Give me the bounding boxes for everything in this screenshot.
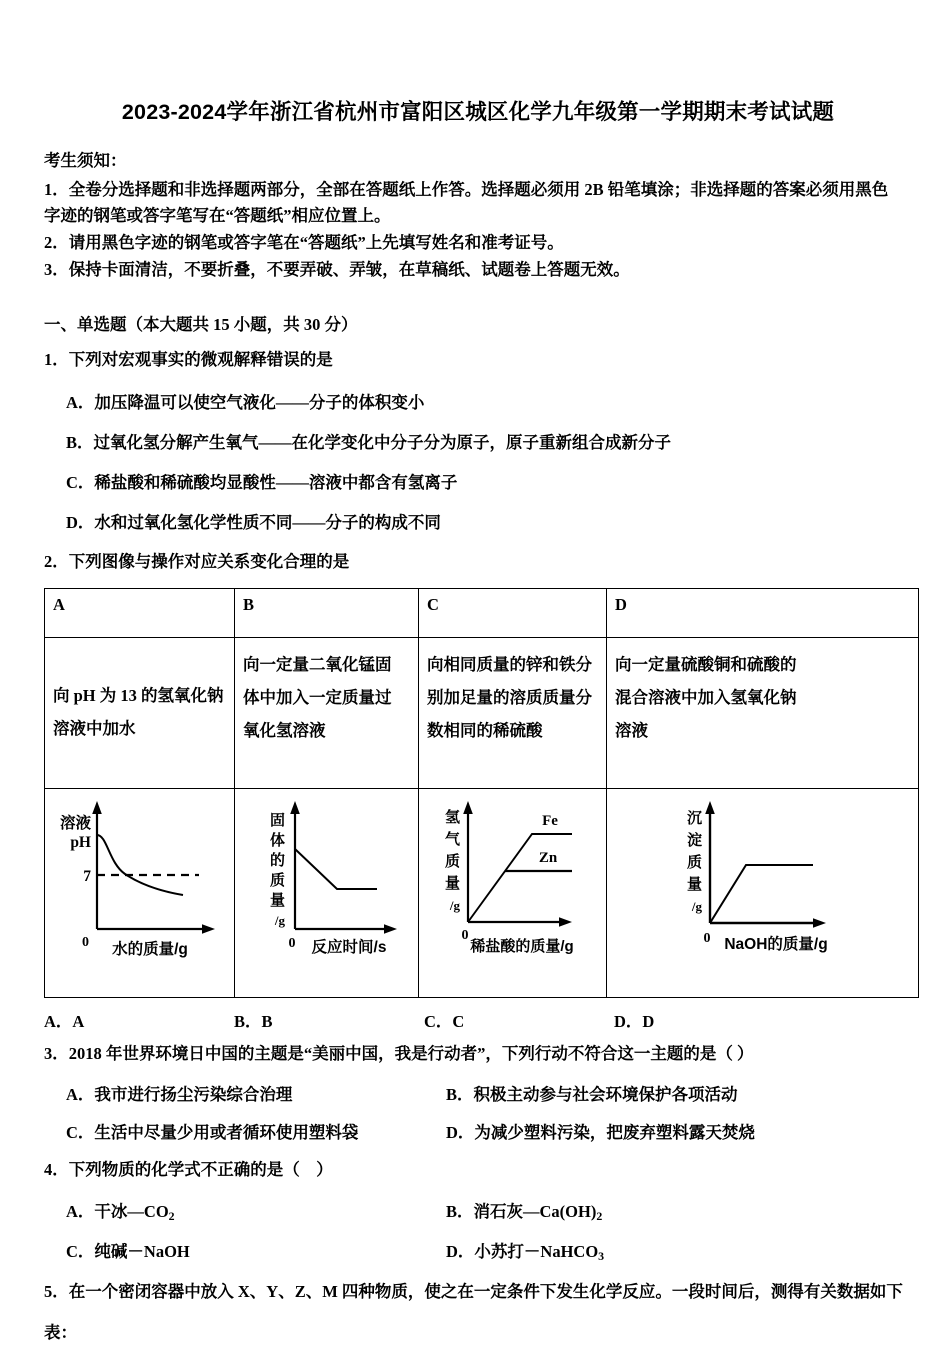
- chart-c-ylabel-ch1: 氢: [444, 808, 460, 826]
- question-3: [44, 1041, 912, 1067]
- question-5-stem: [44, 1279, 912, 1305]
- option-text: 稀盐酸和稀硫酸均显酸性——溶液中都含有氢离子: [94, 473, 458, 493]
- chart-a-xlabel: 水的质量/g: [112, 940, 188, 958]
- question-1: [44, 347, 912, 373]
- question-4-stem: [44, 1157, 912, 1183]
- chart-a-tick-7: 7: [83, 867, 91, 885]
- table-row-graphs: [45, 788, 919, 997]
- choice-label: C．: [424, 1011, 453, 1031]
- chart-b-ylabel-ch2: 体: [269, 831, 285, 849]
- table-header-d: D: [607, 588, 919, 637]
- chart-c-ylabel-ch3: 质: [444, 852, 460, 870]
- option-label: B．: [446, 1085, 474, 1105]
- option-text: 加压降温可以使空气液化——分子的体积变小: [94, 393, 425, 413]
- question-4-option-d[interactable]: [446, 1238, 912, 1264]
- graph-comparison-table: [44, 588, 919, 998]
- option-text: 生活中尽量少用或者循环使用塑料袋: [94, 1123, 359, 1143]
- question-3-text: 2018 年世界环境日中国的主题是“美丽中国，我是行动者”，下列行动不符合这一主题的是（ ）: [68, 1043, 754, 1063]
- notice-item-2: 2．请用黑色字迹的钢笔或答字笔在“答题纸”上先填写姓名和准考证号。: [44, 233, 564, 253]
- option-text: 积极主动参与社会环境保护各项活动: [473, 1085, 738, 1105]
- option-label: A．: [66, 393, 95, 413]
- desc-b-line-3: 氧化氢溶液: [243, 720, 326, 740]
- question-3-stem: [44, 1041, 912, 1067]
- question-4-option-b[interactable]: [446, 1198, 912, 1224]
- question-5: [44, 1279, 912, 1346]
- question-3-option-c[interactable]: [44, 1119, 446, 1143]
- notice-item-1-cont: 字迹的钢笔或答字笔写在“答题纸”相应位置上。: [44, 206, 391, 226]
- choice-value: B: [261, 1011, 273, 1031]
- question-2-text: 下列图像与操作对应关系变化合理的是: [68, 552, 350, 572]
- question-1-text: 下列对宏观事实的微观解释错误的是: [68, 349, 333, 369]
- question-4-options-row-1: [44, 1198, 912, 1224]
- option-text: 过氧化氢分解产生氧气——在化学变化中分子分为原子，原子重新组合成新分子: [93, 433, 672, 453]
- table-cell-description-c: [419, 637, 607, 788]
- choice-label: B．: [234, 1011, 262, 1031]
- desc-a-line-1: 向 pH 为 13 的氢氧化钠: [53, 685, 224, 705]
- chart-c-origin-label: 0: [461, 927, 468, 943]
- question-4: [44, 1157, 912, 1183]
- desc-d-line-3: 溶液: [615, 720, 648, 740]
- option-subscript: 2: [168, 1208, 175, 1223]
- chart-a-ylabel-line1: 溶液: [59, 814, 91, 832]
- desc-d-line-1: 向一定量硫酸铜和硫酸的: [615, 654, 797, 674]
- chart-d-ylabel-ch3: 质: [686, 853, 702, 871]
- desc-c-line-3: 数相同的稀硫酸: [427, 720, 543, 740]
- question-4-option-a[interactable]: [44, 1198, 446, 1224]
- chart-d-ylabel-ch4: 量: [686, 875, 702, 893]
- question-5-stem-continued: 表：: [44, 1322, 77, 1342]
- desc-c-line-2: 别加足量的溶质质量分: [427, 687, 592, 707]
- option-text: 水和过氧化氢化学性质不同——分子的构成不同: [94, 513, 441, 533]
- desc-b-line-1: 向一定量二氧化锰固: [243, 654, 392, 674]
- chart-c-ylabel-unit: /g: [449, 897, 460, 913]
- choice-value: D: [642, 1011, 655, 1031]
- option-label: A．: [66, 1201, 95, 1221]
- question-4-text: 下列物质的化学式不正确的是（ ）: [68, 1160, 333, 1180]
- question-1-option-c[interactable]: [44, 469, 912, 493]
- choice-value: C: [452, 1011, 465, 1031]
- chart-c-xlabel: 稀盐酸的质量/g: [469, 937, 574, 955]
- option-text: 为减少塑料污染，把废弃塑料露天焚烧: [474, 1123, 755, 1143]
- table-header-a: A: [45, 588, 235, 637]
- chart-c-hydrogen-vs-hcl: [420, 789, 606, 969]
- question-4-option-c[interactable]: [44, 1238, 446, 1264]
- choice-label: A．: [44, 1011, 73, 1031]
- option-subscript: 3: [598, 1248, 605, 1263]
- question-3-option-d[interactable]: [446, 1119, 912, 1143]
- option-label: D．: [446, 1123, 475, 1143]
- chart-a-ylabel-line2: pH: [70, 833, 91, 851]
- option-label: A．: [66, 1085, 95, 1105]
- page-content: [44, 0, 912, 1346]
- chart-b-origin-label: 0: [288, 935, 295, 951]
- chart-d-ylabel-unit: /g: [691, 898, 702, 914]
- question-3-option-b[interactable]: [446, 1081, 912, 1105]
- option-subscript: 2: [596, 1208, 603, 1223]
- chart-d-precipitate-vs-naoh: [648, 789, 878, 969]
- candidate-notice: [44, 148, 912, 284]
- notice-item-3: 3．保持卡面清洁，不要折叠，不要弄破、弄皱，在草稿纸、试题卷上答题无效。: [44, 259, 630, 279]
- question-2-answer-choices: [44, 1008, 912, 1032]
- question-4-number: 4．: [44, 1160, 69, 1180]
- chart-b-solid-mass-vs-time: [237, 789, 417, 969]
- choice-label: D．: [614, 1011, 643, 1031]
- option-text: 干冰—CO: [94, 1201, 169, 1221]
- question-5-text: 在一个密闭容器中放入 X、Y、Z、M 四种物质，使之在一定条件下发生化学反应。一段时间后，测得有关数据如下: [68, 1282, 903, 1302]
- table-cell-graph-c: [419, 788, 607, 997]
- desc-d-line-2: 混合溶液中加入氢氧化钠: [615, 687, 797, 707]
- question-2-stem: [44, 549, 912, 575]
- question-1-option-a[interactable]: [44, 389, 912, 413]
- desc-c-line-1: 向相同质量的锌和铁分: [427, 654, 592, 674]
- question-2-choice-c[interactable]: [424, 1008, 614, 1032]
- chart-b-ylabel-unit: /g: [274, 912, 285, 928]
- chart-d-origin-label: 0: [703, 930, 710, 946]
- chart-b-ylabel-ch5: 量: [269, 891, 285, 909]
- table-row-descriptions: [45, 637, 919, 788]
- table-header-c: C: [419, 588, 607, 637]
- option-text: 我市进行扬尘污染综合治理: [94, 1085, 293, 1105]
- question-3-option-a[interactable]: [44, 1081, 446, 1105]
- option-text: 消石灰—Ca(OH): [473, 1201, 597, 1221]
- table-row-headers: [45, 588, 919, 637]
- option-label: C．: [66, 473, 95, 493]
- question-2-choice-d[interactable]: [614, 1008, 804, 1032]
- question-1-number: 1．: [44, 349, 69, 369]
- question-1-option-d[interactable]: [44, 509, 912, 533]
- chart-c-series-label-zn: Zn: [538, 849, 557, 866]
- page-title: 2023-2024学年浙江省杭州市富阳区城区化学九年级第一学期期末考试试题: [121, 100, 835, 124]
- option-label: C．: [66, 1123, 95, 1143]
- chart-c-ylabel-ch4: 量: [444, 874, 460, 892]
- option-label: B．: [66, 433, 94, 453]
- table-cell-graph-d: [607, 788, 919, 997]
- question-1-option-b[interactable]: [44, 429, 912, 453]
- question-2-choice-b[interactable]: [234, 1008, 424, 1032]
- option-label: C．: [66, 1241, 95, 1261]
- desc-b-line-2: 体中加入一定质量过: [243, 687, 392, 707]
- question-1-stem: [44, 347, 912, 373]
- notice-heading: 考生须知：: [44, 151, 127, 170]
- chart-d-ylabel-ch1: 沉: [686, 809, 702, 827]
- chart-b-ylabel-ch4: 质: [269, 871, 285, 889]
- table-header-b: B: [235, 588, 419, 637]
- chart-b-ylabel-ch3: 的: [269, 851, 285, 869]
- chart-d-xlabel: NaOH的质量/g: [723, 935, 828, 953]
- option-label: D．: [66, 513, 95, 533]
- chart-a-origin-label: 0: [82, 934, 89, 950]
- chart-b-ylabel-ch1: 固: [269, 811, 285, 829]
- table-cell-description-d: [607, 637, 919, 788]
- question-4-options-row-2: [44, 1238, 912, 1264]
- option-label: B．: [446, 1201, 474, 1221]
- chart-c-series-label-fe: Fe: [541, 812, 558, 829]
- question-3-options-row-2: [44, 1119, 912, 1143]
- question-2-choice-a[interactable]: [44, 1008, 234, 1032]
- table-cell-description-b: [235, 637, 419, 788]
- question-3-options-row-1: [44, 1081, 912, 1105]
- question-2-number: 2．: [44, 552, 69, 572]
- section-heading-single-choice: 一、单选题（本大题共 15 小题，共 30 分）: [44, 314, 358, 334]
- chart-c-ylabel-ch2: 气: [444, 830, 460, 848]
- chart-a-ph-vs-water: [47, 789, 232, 969]
- table-cell-graph-a: [45, 788, 235, 997]
- table-cell-graph-b: [235, 788, 419, 997]
- option-text: 小苏打－NaHCO: [474, 1241, 599, 1261]
- notice-item-1: 1．全卷分选择题和非选择题两部分，全部在答题纸上作答。选择题必须用 2B 铅笔填涂；非选择题的答案必须用黑色: [44, 179, 889, 199]
- option-text: 纯碱－NaOH: [94, 1241, 190, 1261]
- desc-a-line-2: 溶液中加水: [53, 718, 136, 738]
- question-2: [44, 549, 912, 575]
- choice-value: A: [72, 1011, 85, 1031]
- table-cell-description-a: [45, 637, 235, 788]
- chart-b-xlabel: 反应时间/s: [311, 938, 386, 956]
- question-3-number: 3．: [44, 1043, 69, 1063]
- option-label: D．: [446, 1241, 475, 1261]
- question-5-number: 5．: [44, 1282, 69, 1302]
- chart-d-ylabel-ch2: 淀: [686, 831, 702, 849]
